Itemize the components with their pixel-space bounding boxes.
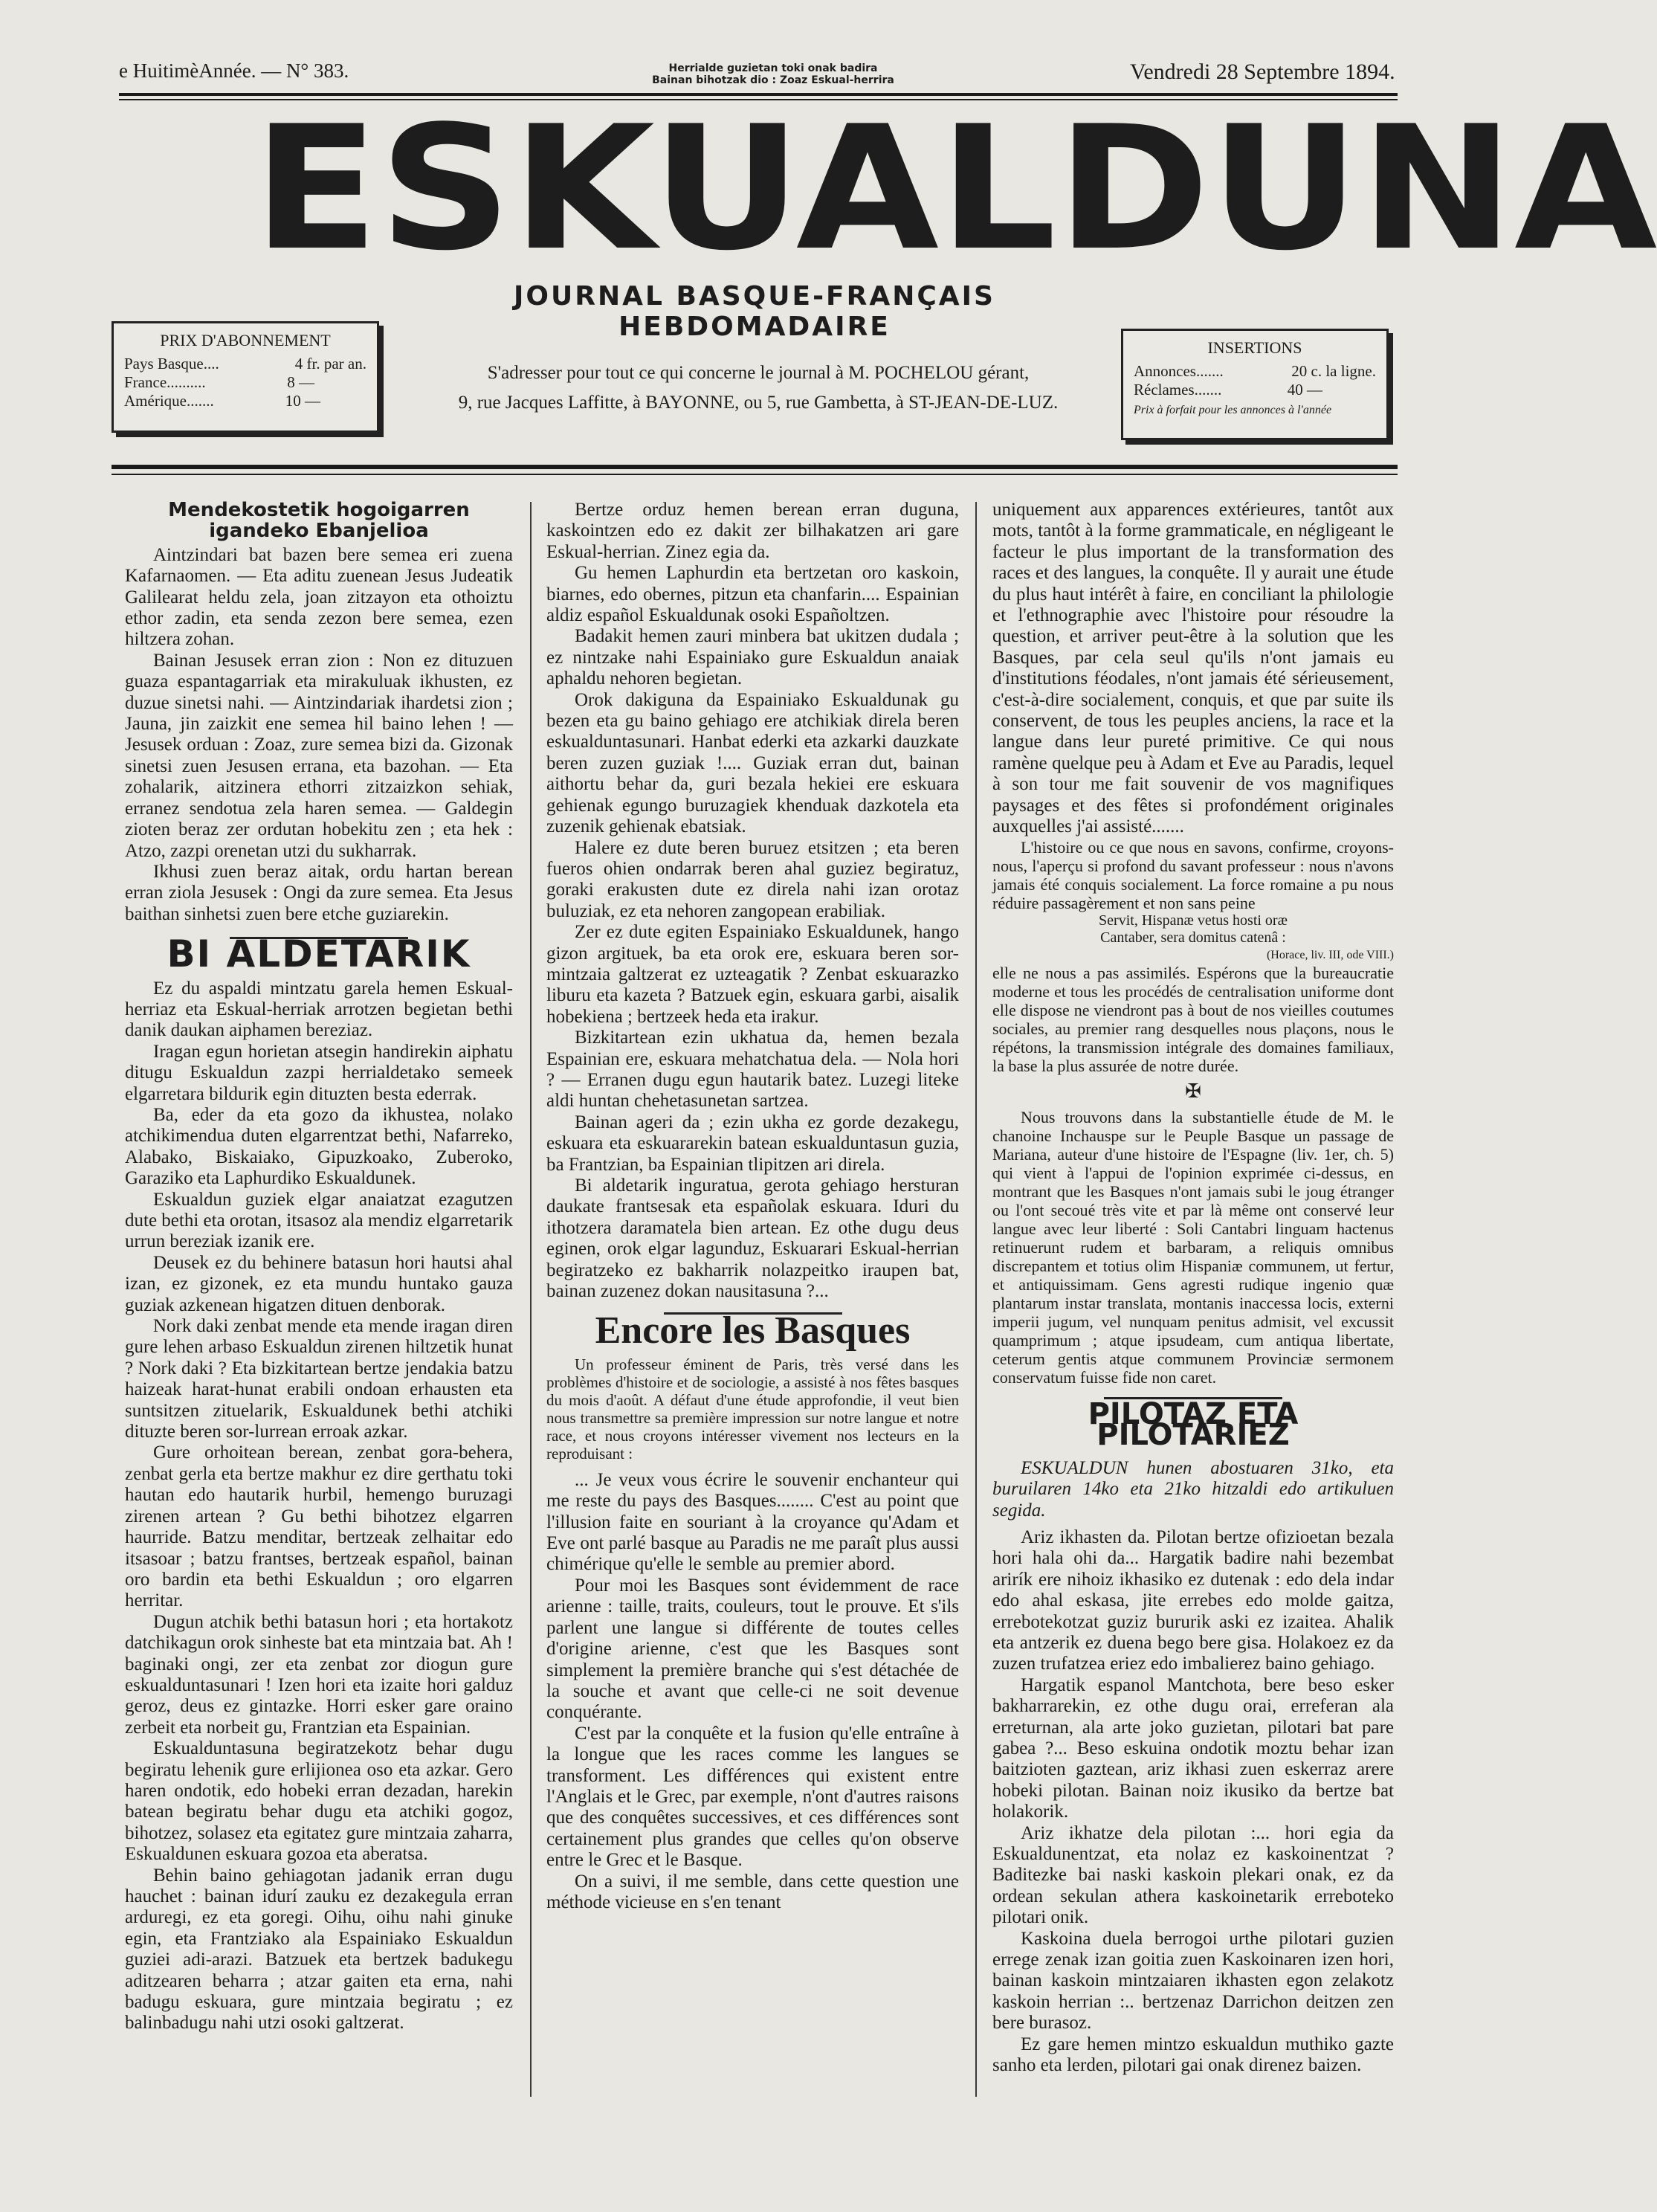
- paragraph: Bertze orduz hemen berean erran duguna, kaskointzen edo ez dakit zer bilhakatzen ari gare Eskual-herrian. Zinez egia da.: [546, 500, 959, 562]
- insertions-value: 40 —: [1287, 381, 1322, 399]
- gospel-title: Mendekostetik hogoigarren igandeko Ebanjelioa: [168, 499, 470, 543]
- paragraph: Bizkitartean ezin ukhatua da, hemen bezala Espainian ere, eskuara mehatchatua dela. — Nola hori ? — Erranen dugu egun hautarik batez. Luzegi liteke aldi huntan chehetasunetan sartzea.: [546, 1028, 959, 1112]
- paragraph: Pour moi les Basques sont évidemment de race arienne : taille, traits, couleurs, tout le prouve. Et s'ils parlent une langue si différente de toutes celles d'origine arienne, c'est que les Basques sont simplement la première branche qui s'est détachée de la souche et avant que celle-ci ne soit devenue conquérante.: [546, 1575, 959, 1723]
- column-divider: [530, 502, 532, 2097]
- paragraph: Deusek ez du behinere batasun hori hautsi ahal izan, ez gizonek, ez eta mundu huntako gauza guziak azkenean higatzen dituen denborak.: [125, 1252, 513, 1315]
- insertions-title: INSERTIONS: [1207, 338, 1302, 357]
- subscription-value: 10 —: [285, 392, 320, 410]
- motto: [595, 62, 952, 86]
- cross-ornament: ✠: [1185, 1080, 1201, 1102]
- paragraph: Ba, eder da eta gozo da ikhustea, nolako atchikimendua duten elgarrentzat bethi, Nafarreko, Alabako, Biskaiako, Gipuzkoako, Zuberoko, Garaziko eta Laphurdiko Eskualdunek.: [125, 1104, 513, 1189]
- paragraph: Bainan ageri da ; ezin ukha ez gorde dezakegu, eskuara eta eskuararekin batean eskualduntasun guzia, ba Frantzian, ba Espainian tlipitzen ari direla.: [546, 1112, 959, 1175]
- address-line-2: 9, rue Jacques Laffitte, à BAYONNE, ou 5, rue Gambetta, à ST-JEAN-DE-LUZ.: [458, 393, 1059, 413]
- insertions-value: 20 c. la ligne.: [1291, 362, 1376, 380]
- motto-line-2: Bainan bihotzak dio : Zoaz Eskual-herrira: [652, 74, 894, 86]
- insertions-label: Réclames.......: [1134, 381, 1222, 399]
- paragraph: Kaskoina duela berrogoi urthe pilotari guzien errege zenak izan goitia zuen Kaskoinaren izen hori, bainan kaskoin mintzaiaren ikhasten egon zelakotz kaskoin herrian :.. bertzenaz Darrichon deitzen zen bere burasoz.: [992, 1928, 1394, 2034]
- paragraph: Aintzindari bat bazen bere semea eri zuena Kafarnaomen. — Eta aditu zuenean Jesus Judeatik Galilearat heldu zela, joan zitzayon eta othoiztu ethor zadin, eta senda zezon bere semea, ezen hiltzera zohan.: [125, 544, 513, 650]
- subscription-row: [124, 373, 366, 392]
- intro-paragraph: Un professeur éminent de Paris, très versé dans les problèmes d'histoire et de sociologie, a assisté à nos fêtes basques du mois d'août. A défaut d'une étude approfondie, il veut bien nous transmettre sa première impression sur notre langue et notre race, et nous croyons intéresser vivement nos lecteurs en la reproduisant :: [546, 1355, 959, 1463]
- insertions-row: [1134, 362, 1376, 381]
- paragraph: Gu hemen Laphurdin eta bertzetan oro kaskoin, biarnes, edo obernes, pitzun eta chanfarin.... Espainian aldiz español Eskualdunak osoki Españoltzen.: [546, 563, 959, 626]
- column-3: [992, 500, 1394, 2077]
- paragraph: elle ne nous a pas assimilés. Espérons que la bureaucratie moderne et tous les procédés de centralisation uniforme dont elle dispose ne viendront pas à bout de nos vieilles coutumes sociales, au premier rang desquelles nous plaçons, nous le répétons, la transmission intégrale des domaines familiaux, la base la plus assurée de notre durée.: [992, 963, 1394, 1075]
- paragraph: C'est par la conquête et la fusion qu'elle entraîne à la longue que les races comme les langues se transforment. Les différences qui existent entre l'Anglais et le Grec, par exemple, n'ont d'autres raisons que des conquêtes successives, et ces différences sont certainement plus grandes que celles qu'on observe entre le Grec et le Basque.: [546, 1723, 959, 1871]
- paragraph: Eskualduntasuna begiratzekotz behar dugu begiratu lehenik gure erlijionea oso eta azkar. Gero haren ondotik, edo hobeki erran dezadan, harekin batean begiratu behar dugu eta atchiki gogoz, bihotzez, solasez eta egitatez gure mintzaia zaharra, Eskualdunen eskuara gozoa eta aberatsa.: [125, 1738, 513, 1865]
- paragraph: Eskualdun guziek elgar anaiatzat ezagutzen dute bethi eta orotan, itsasoz ala mendiz elgarretarik urrun bereziak izanik ere.: [125, 1189, 513, 1252]
- subscription-label: France..........: [124, 373, 206, 391]
- header-bottom-rule: [112, 465, 1398, 469]
- paragraph: Zer ez dute egiten Espainiako Eskualdunek, hango gizon argituek, ba eta orok ere, eskuara beren sor-mintzaia galtzerat ez uzteagatik ? Zenbat eskuarazko liburu eta kazeta ? Batzuek egin, eskuara garbi, aisalik hobekiena ; bertzeek heda eta irakur.: [546, 922, 959, 1027]
- issue-number: e HuitimèAnnée. — N° 383.: [119, 59, 349, 82]
- header-bottom-rule-thin: [112, 474, 1398, 475]
- insertions-label: Annonces.......: [1134, 362, 1224, 380]
- insertions-row: [1134, 381, 1376, 399]
- address-block: [401, 358, 1115, 418]
- paragraph: Ez gare hemen mintzo eskualdun muthiko gazte sanho eta lerden, pilotari gai onak direnez baizen.: [992, 2034, 1394, 2076]
- paragraph: Behin baino gehiagotan jadanik erran dugu hauchet : bainan idurí zauku ez dezakegula erran arduregi, ez eta goregi. Oihu, oihu nahi ginuke egin, eta Frantziako ala Espainiako Eskualdun guziei adi-arazi. Batzuek eta bertzek badukegu aditzearen beharra ; atzar gaiten eta erna, nahi badugu eskuara, gure mintzaia begiratu ; ez balinbadugu nahi utzi osoki galtzerat.: [125, 1865, 513, 2034]
- paragraph: Nous trouvons dans la substantielle étude de M. le chanoine Inchauspe sur le Peuple Basque un passage de Mariana, auteur d'une histoire de l'Espagne (liv. 1er, ch. 5) qui vient à l'appui de l'opinion exprimée ci-dessus, en montrant que les Basques n'ont jamais subi le joug étranger ou l'ont secoué très vite et par là même ont conservé leur langue avec leur liberté : Soli Cantabri linguam hactenus retinuerunt rudem et barbaram, a reliquis omnibus discrepantem et totius olim Hispaniæ communem, ut fertur, et antiquissimam. Gens agresti rudique ingenio quæ plantarum instar translata, montanis inaccessa locis, externi imperii jugum, vel nunquam penitus admisit, vel excussit quamprimum ; atque ipsudeam, cum antiqua libertate, ceterum gentis atque communem Provinciæ sermonem conservatum fuisse fide non caret.: [992, 1107, 1394, 1387]
- paragraph: ... Je veux vous écrire le souvenir enchanteur qui me reste du pays des Basques........ C'est au point que l'illusion faite en souriant à la croyance qu'Adam et Eve ont parlé basque au Paradis ne me paraît plus aussi chimérique qu'elle le semble au premier abord.: [546, 1469, 959, 1575]
- paragraph: Ez du aspaldi mintzatu garela hemen Eskual-herriaz eta Eskual-herriak arrotzen begietan bethi danik daukan aiphamen bereziaz.: [125, 978, 513, 1041]
- column-2: [546, 500, 959, 1913]
- paragraph: Orok dakiguna da Espainiako Eskualdunak gu bezen eta gu baino gehiago ere atchikiak direla beren eskualduntasunari. Hanbat ederki eta azkarki dauzkate beren zuzen guziak !.... Guziak erran dut, bainan aithortu behar da, guri bezala hekiei ere eskuara gehienak egungo buruzagiek khenduak dazkotela eta zuzenik gehienak ebatsiak.: [546, 689, 959, 837]
- paragraph: Nork daki zenbat mende eta mende iragan diren gure lehen arbaso Eskualdun zirenen hiltzetik hunat ? Nork daki ? Eta bizkitartean bertze jendakia batzu haizeak harat-hunat erabili ondoan erhausten eta suntsitzen zituelarik, Eskualdunek bethi atchiki dituzte beren sor-lurrean erroak azkar.: [125, 1316, 513, 1442]
- paragraph: Hargatik espanol Mantchota, bere beso esker bakharrarekin, ez othe dugu orai, erreferan ala erreturnan, ala arte joko guzietan, pilotari bat pare gabea ?... Beso eskuina ondotik moztu behar izan baitzioten gaztean, ariz ikhasi zuen eskerraz arere hobeki pilotan. Bainan noiz ikusiko da bertze bat holakorik.: [992, 1674, 1394, 1822]
- subscription-row: [124, 355, 366, 373]
- quote-reference: (Horace, liv. III, ode VIII.): [1266, 948, 1394, 961]
- paragraph: Dugun atchik bethi batasun hori ; eta hortakotz datchikagun orok sinheste bat eta mintzaia bat. Ah ! baginaki ongi, zer eta zenbat zor diogun gure eskualduntasunari ! Izen hori eta izaite hori galduz geroz, deus ez gintazke. Horri esker gare oraino zerbeit eta norbeit gu, Frantzian eta Espainian.: [125, 1611, 513, 1738]
- subscription-label: Amérique.......: [124, 392, 214, 410]
- column-divider: [975, 502, 977, 2097]
- subscription-value: 4 fr. par an.: [294, 355, 366, 373]
- masthead-title: ESKUALDUNA: [253, 90, 1657, 288]
- latin-quote: [992, 912, 1394, 964]
- masthead-subtitle: JOURNAL BASQUE-FRANÇAIS HEBDOMADAIRE: [514, 281, 995, 342]
- bi-aldetarik-title: BI ALDETARIK: [167, 932, 471, 976]
- paragraph: Badakit hemen zauri minbera bat ukitzen dudala ; ez nintzake nahi Espainiako gure Eskualdun anaiak aphaldu nehoren begietan.: [546, 626, 959, 689]
- paragraph: Iragan egun horietan atsegin handirekin aiphatu ditugu Eskualdun zazpi herrialdetako semeek elgarretara bildurik egin dituzten besta ederrak.: [125, 1041, 513, 1104]
- subscription-row: [124, 392, 366, 410]
- insertions-box: [1121, 329, 1389, 440]
- paragraph: L'histoire ou ce que nous en savons, confirme, croyons-nous, l'aperçu si profond du savant professeur : nous n'avons jamais été conquis socialement. La force romaine a pu nous réduire passagèrement et non sans peine: [992, 837, 1394, 912]
- paragraph: Halere ez dute beren buruez etsitzen ; eta beren fueros ohien ondarrak beren ahal guziez begiratuz, goraki erakusten dute ez direla nahi izan orotaz buluziak, ez eta nehoren zangopean erabiliak.: [546, 837, 959, 921]
- subscription-box: [112, 321, 379, 433]
- subscription-label: Pays Basque....: [124, 355, 219, 373]
- quote-line: Servit, Hispanæ vetus hosti oræ: [1099, 912, 1288, 929]
- subscription-value: 8 —: [287, 373, 314, 391]
- paragraph: uniquement aux apparences extérieures, tantôt aux mots, tantôt à la forme grammaticale, en négligeant le facteur le plus important de la transformation des races et des langues, la conquête. Il y aurait une étude du plus haut intérêt à faire, en conciliant la philologie et l'ethnographie avec l'histoire pour résoudre la question, et arriver peut-être à la solution que les Basques, par cela seul qu'ils n'ont jamais eu d'institutions féodales, n'ont jamais été sérieusement, c'est-à-dire socialement, conquis, et que par suite ils conservent, de tous les peuples anciens, la race et la langue dans leur pureté primitive. Ce qui nous ramène quelque peu à Adam et Eve au Paradis, lequel à son tour me fait souvenir de vos magnifiques paysages et des fêtes si profondément originales auxquelles j'ai assisté.......: [992, 500, 1394, 837]
- paragraph: Ikhusi zuen beraz aitak, ordu hartan berean erran ziola Jesusek : Ongi da zure semea. Eta Jesus baithan sinhetsi zuen bere etche guziarekin.: [125, 861, 513, 924]
- paragraph: Gure orhoitean berean, zenbat gora-behera, zenbat gerla eta bertze makhur ez dire gerthatu toki hautan edo hautarik hurbil, hemengo buruzagi zirenen artean ? Gu bethi bihotzez elgarren haurride. Batzu menditar, bertzeak zelhaitar edo itsasoar ; batzu frantses, bertzeak español, bainan oro bardin eta bethi Eskualdun ; oro elgarren herritar.: [125, 1442, 513, 1611]
- pilotaz-title: PILOTAZ ETA PILOTARIEZ: [1088, 1396, 1299, 1453]
- insertions-note: Prix à forfait pour les annonces à l'année: [1134, 404, 1332, 416]
- address-line-1: S'adresser pour tout ce qui concerne le journal à M. POCHELOU gérant,: [487, 363, 1030, 383]
- paragraph: Bainan Jesusek erran zion : Non ez dituzuen guaza espantagarriak eta mirakuluak ikhusten, ez duzue sinetsi nahi. — Aintzindariak ihardetsi zion ; Jauna, jin zaizkit ene semea hil baino lehen ! — Jesusek orduan : Zoaz, zure semea bizi da. Gizonak sinetsi zuen Jesusen errana, eta bazohan. — Eta zohalarik, aitzinera ethorri zitzaizkon sehiak, erranez sendotua zela haren semea. — Galdegin zioten beraz zer ordutan hobekitu zen ; eta hek : Atzo, zazpi orenetan utzi du sukharrak.: [125, 650, 513, 861]
- column-1: [125, 500, 513, 2034]
- intro-paragraph: ESKUALDUN hunen abostuaren 31ko, eta buruilaren 14ko eta 21ko hitzaldi edo artikuluen segida.: [992, 1457, 1394, 1521]
- motto-line-1: Herrialde guzietan toki onak badira: [668, 62, 878, 74]
- quote-line: Cantaber, sera domitus catenâ :: [1100, 929, 1286, 946]
- paragraph: Ariz ikhatze dela pilotan :... hori egia da Eskualdunentzat, eta nolaz ez kaskoinentzat ? Baditezke bai naski kaskoin plekari onak, ez da ordean sekulan athera kaskoinetarik errebotekо pilotari onik.: [992, 1822, 1394, 1928]
- subscription-title: PRIX D'ABONNEMENT: [160, 331, 331, 349]
- paragraph: On a suivi, il me semble, dans cette question une méthode vicieuse en s'en tenant: [546, 1871, 959, 1912]
- issue-date: Vendredi 28 Septembre 1894.: [1130, 59, 1395, 84]
- paragraph: Ariz ikhasten da. Pilotan bertze ofizioetan bezala hori hala ohi da... Hargatik badire nahi bezembat arirík ere nihoiz ikhasiko ez dutenak : edo dela indar edo ahal eskasa, jite errebes edo molde gaitza, errebotekotzat guziz bururik aski ez izaitea. Ahalik eta antzerik ez duena bego bere gisa. Holakoez ez da zuzen trufatzea eriez edo imbalierez baino gehiago.: [992, 1526, 1394, 1674]
- paragraph: Bi aldetarik inguratua, gerota gehiago hersturan daukate frantsesak eta españolak eskuara. Iduri du ithotzera daramatela bien artean. Ez othe dugu deus eginen, orok elgar lagunduz, Eskuarari Eskual-herrian begiratzeko ez bakharrik nolazpeitko iraupen bat, bainan zuzenez dokan nausitasuna ?...: [546, 1176, 959, 1302]
- encore-les-basques-title: Encore les Basques: [595, 1309, 911, 1352]
